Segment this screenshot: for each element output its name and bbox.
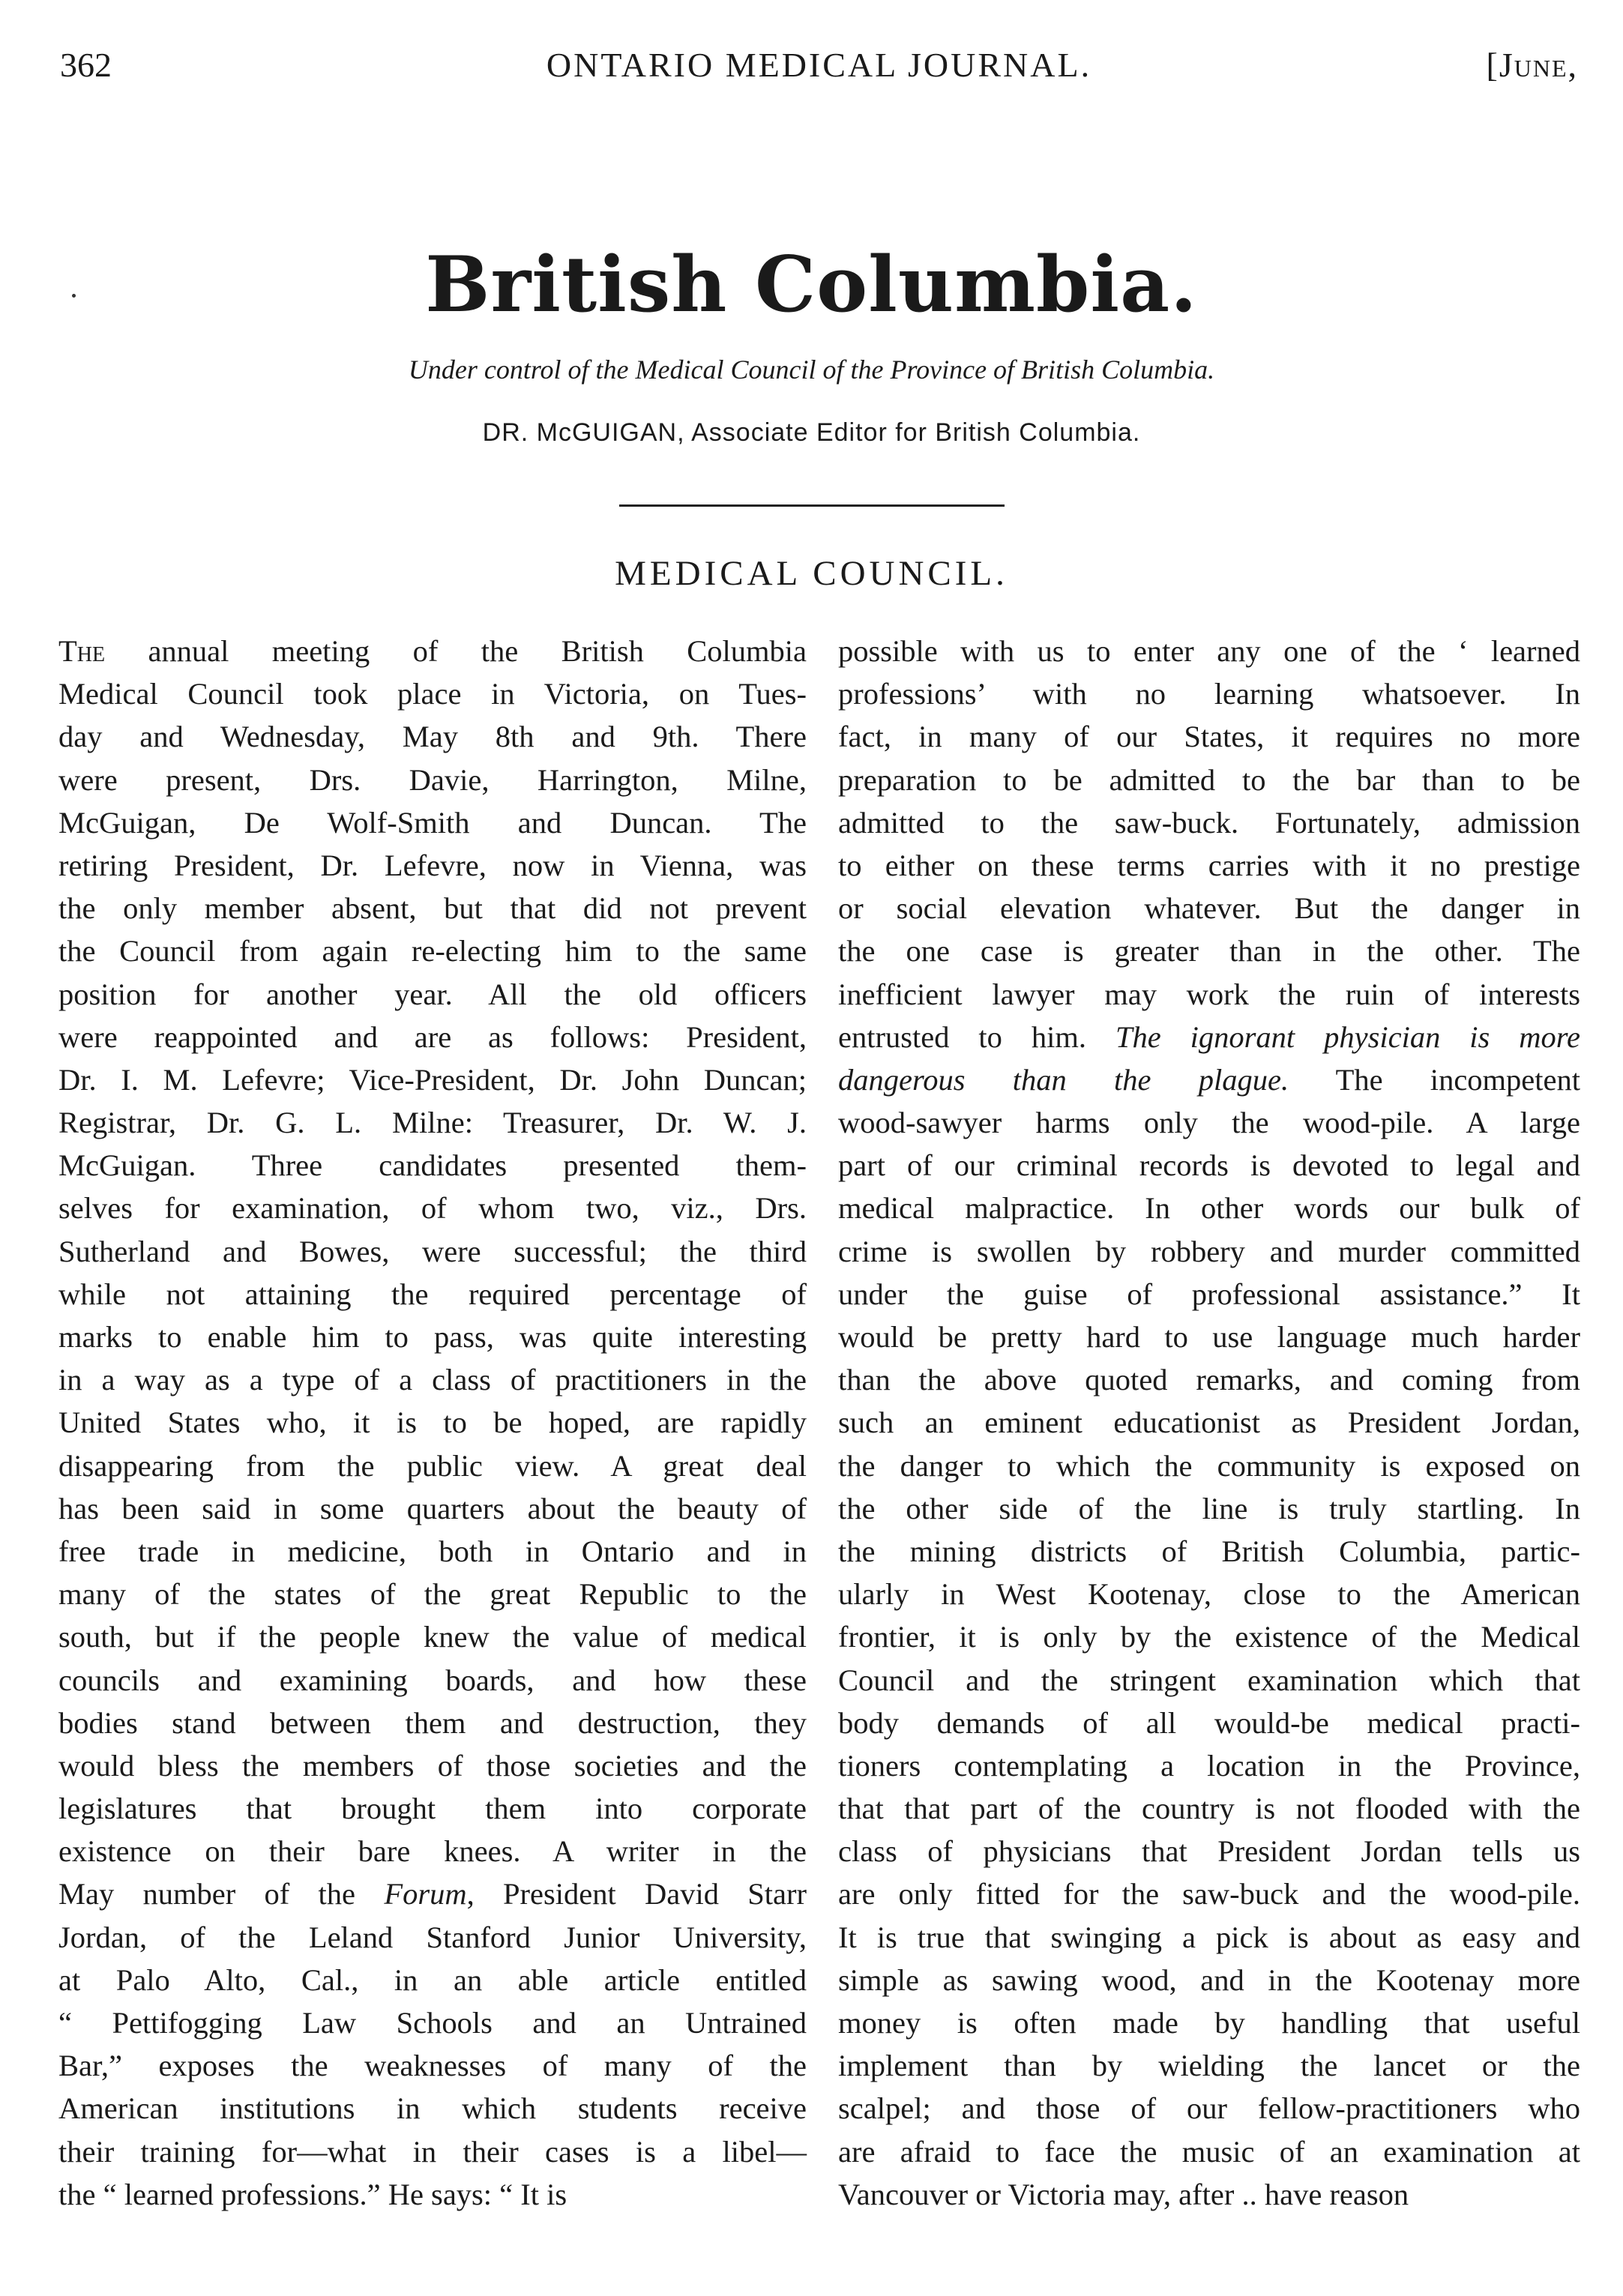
text-segment: annual meeting of the British Columbia xyxy=(105,634,807,668)
text-line xyxy=(58,973,807,1016)
text-segment: “ Pettifogging Law Schools and an Untrained xyxy=(58,2006,807,2040)
text-line xyxy=(58,1101,807,1144)
text-segment: inefficient lawyer may work the ruin of interests xyxy=(838,977,1580,1011)
text-line xyxy=(838,1016,1580,1058)
text-segment: Dr. I. M. Lefevre; Vice-President, Dr. John Duncan; xyxy=(58,1062,807,1097)
text-segment: entrusted to him. xyxy=(838,1019,1115,1054)
text-segment: McGuigan. Three candidates presented them- xyxy=(58,1148,807,1183)
text-segment: money is often made by handling that useful xyxy=(838,2006,1580,2040)
text-line xyxy=(58,844,807,887)
text-segment: implement than by wielding the lancet or the xyxy=(838,2049,1580,2083)
text-line xyxy=(58,887,807,929)
text-line xyxy=(58,1615,807,1658)
text-line xyxy=(58,759,807,801)
text-segment: possible with us to enter any one of the ‘ learned xyxy=(838,634,1580,668)
associate-editor-line: DR. McGUIGAN, Associate Editor for British Columbia. xyxy=(482,418,1141,447)
text-segment: Registrar, Dr. G. L. Milne: Treasurer, Dr. W. J. xyxy=(58,1106,807,1140)
text-line xyxy=(58,1358,807,1401)
text-line xyxy=(838,1273,1580,1316)
text-line xyxy=(58,2087,807,2130)
text-segment: The xyxy=(58,634,106,668)
text-segment: or social elevation whatever. But the danger in xyxy=(838,891,1580,926)
text-line xyxy=(838,1058,1580,1101)
text-line xyxy=(58,1487,807,1530)
text-line xyxy=(58,1916,807,1959)
text-line xyxy=(58,1230,807,1273)
text-segment: while not attaining the required percentage of xyxy=(58,1277,807,1311)
text-segment: has been said in some quarters about the beauty of xyxy=(58,1491,807,1525)
text-line xyxy=(838,1702,1580,1744)
text-segment: the danger to which the community is exposed on xyxy=(838,1448,1580,1483)
text-segment: such an eminent educationist as President Jordan, xyxy=(838,1405,1580,1440)
text-line xyxy=(58,1830,807,1872)
text-line xyxy=(838,929,1580,972)
running-head xyxy=(60,45,1578,105)
text-line xyxy=(838,1144,1580,1187)
text-line xyxy=(58,1144,807,1187)
text-line xyxy=(838,973,1580,1016)
text-segment: It is true that swinging a pick is about as easy and xyxy=(838,1920,1580,1954)
text-line xyxy=(58,1659,807,1702)
text-line xyxy=(838,1487,1580,1530)
text-line xyxy=(58,1058,807,1101)
text-segment: under the guise of professional assistance.” It xyxy=(838,1277,1580,1311)
text-line xyxy=(58,2001,807,2044)
text-line xyxy=(838,715,1580,758)
text-line xyxy=(838,1230,1580,1273)
text-segment: The ignorant physician is more xyxy=(1115,1019,1580,1054)
text-segment: than the above quoted remarks, and coming from xyxy=(838,1363,1580,1397)
text-line xyxy=(58,1444,807,1487)
text-segment: councils and examining boards, and how these xyxy=(58,1663,807,1697)
text-line xyxy=(838,1573,1580,1615)
text-line xyxy=(838,1872,1580,1915)
left-column xyxy=(58,630,807,2216)
journal-title: ONTARIO MEDICAL JOURNAL. xyxy=(546,46,1092,84)
text-line xyxy=(58,1401,807,1444)
text-segment: the other side of the line is truly startling. In xyxy=(838,1491,1580,1525)
text-segment: admitted to the saw-buck. Fortunately, admission xyxy=(838,805,1580,840)
text-segment: day and Wednesday, May 8th and 9th. There xyxy=(58,720,807,754)
text-line xyxy=(838,801,1580,844)
text-line xyxy=(838,1530,1580,1573)
running-month: [June, xyxy=(1486,46,1578,84)
text-segment: wood-sawyer harms only the wood-pile. A large xyxy=(838,1106,1580,1140)
text-segment: Sutherland and Bowes, were successful; the third xyxy=(58,1234,807,1268)
text-segment: May number of the xyxy=(58,1877,385,1911)
text-line xyxy=(838,1959,1580,2001)
text-segment: that that part of the country is not flooded with the xyxy=(838,1792,1580,1826)
text-line xyxy=(58,1959,807,2001)
section-rule xyxy=(619,504,1005,507)
text-line xyxy=(838,887,1580,929)
text-line xyxy=(838,630,1580,672)
text-segment: Council and the stringent examination which that xyxy=(838,1663,1580,1697)
text-segment: Forum xyxy=(384,1877,467,1911)
page-number: 362 xyxy=(60,46,112,84)
text-segment: south, but if the people knew the value of medical xyxy=(58,1620,807,1654)
text-line xyxy=(838,1787,1580,1830)
text-segment: , President David Starr xyxy=(466,1877,807,1911)
text-segment: class of physicians that President Jordan tells us xyxy=(838,1834,1580,1869)
right-column xyxy=(838,630,1580,2216)
text-line xyxy=(838,1615,1580,1658)
text-line xyxy=(838,2087,1580,2130)
text-segment: preparation to be admitted to the bar than to be xyxy=(838,762,1580,797)
text-segment: at Palo Alto, Cal., in an able article entitled xyxy=(58,1962,807,1997)
text-line xyxy=(58,1787,807,1830)
text-line xyxy=(838,1316,1580,1358)
text-line xyxy=(58,929,807,972)
text-segment: retiring President, Dr. Lefevre, now in Vienna, was xyxy=(58,848,807,882)
text-segment: United States who, it is to be hoped, are rapidly xyxy=(58,1405,807,1440)
text-segment: their training for—what in their cases is a libel— xyxy=(58,2134,807,2169)
text-line xyxy=(838,1916,1580,1959)
text-line xyxy=(58,1744,807,1787)
text-segment: are afraid to face the music of an examination at xyxy=(838,2134,1580,2169)
text-line xyxy=(838,1401,1580,1444)
text-line xyxy=(58,2173,807,2216)
section-subtitle: Under control of the Medical Council of the Province of British Columbia. xyxy=(408,355,1215,385)
text-segment: were present, Drs. Davie, Harrington, Milne, xyxy=(58,762,807,797)
text-segment: existence on their bare knees. A writer in the xyxy=(58,1834,807,1869)
text-segment: simple as sawing wood, and in the Kootenay more xyxy=(838,1962,1580,1997)
text-line xyxy=(838,1830,1580,1872)
text-segment: would be pretty hard to use language much harder xyxy=(838,1320,1580,1354)
text-segment: ularly in West Kootenay, close to the American xyxy=(838,1577,1580,1612)
text-segment: the mining districts of British Columbia, partic- xyxy=(838,1534,1580,1568)
text-segment: body demands of all would-be medical practi- xyxy=(838,1705,1580,1740)
article-heading: MEDICAL COUNCIL. xyxy=(615,554,1008,593)
text-segment: Vancouver or Victoria may, after .. have reason xyxy=(838,2177,1409,2211)
text-line xyxy=(58,1016,807,1058)
text-segment: tioners contemplating a location in the Province, xyxy=(838,1748,1580,1783)
text-line xyxy=(838,1358,1580,1401)
text-segment: the one case is greater than in the other. The xyxy=(838,934,1580,968)
text-line xyxy=(838,1444,1580,1487)
text-line xyxy=(58,2044,807,2087)
text-segment: legislatures that brought them into corporate xyxy=(58,1792,807,1826)
text-segment: McGuigan, De Wolf-Smith and Duncan. The xyxy=(58,805,807,840)
text-line xyxy=(838,2001,1580,2044)
text-line xyxy=(838,844,1580,887)
text-line xyxy=(58,1573,807,1615)
text-segment: part of our criminal records is devoted to legal and xyxy=(838,1148,1580,1183)
text-segment: many of the states of the great Republic to the xyxy=(58,1577,807,1612)
text-line xyxy=(838,2130,1580,2173)
text-line xyxy=(58,1872,807,1915)
text-line xyxy=(58,2130,807,2173)
text-segment: fact, in many of our States, it requires no more xyxy=(838,720,1580,754)
text-line xyxy=(838,1744,1580,1787)
text-line xyxy=(838,1187,1580,1229)
text-segment: The incompetent xyxy=(1289,1062,1580,1097)
text-segment: bodies stand between them and destruction, they xyxy=(58,1705,807,1740)
text-segment: American institutions in which students receive xyxy=(58,2091,807,2126)
text-segment: marks to enable him to pass, was quite interesting xyxy=(58,1320,807,1354)
text-line xyxy=(58,1273,807,1316)
text-segment: in a way as a type of a class of practitioners in the xyxy=(58,1363,807,1397)
text-line xyxy=(58,1702,807,1744)
text-line xyxy=(838,1101,1580,1144)
text-line xyxy=(58,1530,807,1573)
text-segment: disappearing from the public view. A great deal xyxy=(58,1448,807,1483)
text-segment: position for another year. All the old officers xyxy=(58,977,807,1011)
text-line xyxy=(838,759,1580,801)
text-line xyxy=(838,2044,1580,2087)
text-segment: the Council from again re-electing him to the same xyxy=(58,934,807,968)
text-segment: Jordan, of the Leland Stanford Junior University, xyxy=(58,1920,807,1954)
text-segment: scalpel; and those of our fellow-practitioners who xyxy=(838,2091,1580,2126)
text-segment: to either on these terms carries with it no prestige xyxy=(838,848,1580,882)
text-segment: frontier, it is only by the existence of the Medical xyxy=(838,1620,1580,1654)
section-title: British Columbia. xyxy=(425,240,1198,330)
text-line xyxy=(58,1187,807,1229)
text-segment: dangerous than the plague. xyxy=(838,1062,1289,1097)
text-line xyxy=(58,1316,807,1358)
text-segment: crime is swollen by robbery and murder committed xyxy=(838,1234,1580,1268)
text-segment: the only member absent, but that did not prevent xyxy=(58,891,807,926)
text-line xyxy=(838,672,1580,715)
text-line xyxy=(838,2173,1580,2216)
text-segment: the “ learned professions.” He says: “ It is xyxy=(58,2177,567,2211)
text-segment: free trade in medicine, both in Ontario and in xyxy=(58,1534,807,1568)
text-segment: are only fitted for the saw-buck and the wood-pile. xyxy=(838,1877,1580,1911)
text-segment: professions’ with no learning whatsoever. In xyxy=(838,677,1580,711)
text-segment: Medical Council took place in Victoria, on Tues- xyxy=(58,677,807,711)
text-line xyxy=(58,630,807,672)
text-line xyxy=(58,715,807,758)
text-line xyxy=(58,801,807,844)
text-segment: medical malpractice. In other words our bulk of xyxy=(838,1191,1580,1226)
text-segment: selves for examination, of whom two, viz., Drs. xyxy=(58,1191,807,1226)
text-segment: were reappointed and are as follows: President, xyxy=(58,1019,807,1054)
text-line xyxy=(838,1659,1580,1702)
text-line xyxy=(58,672,807,715)
text-segment: would bless the members of those societies and the xyxy=(58,1748,807,1783)
text-segment: Bar,” exposes the weaknesses of many of the xyxy=(58,2049,807,2083)
